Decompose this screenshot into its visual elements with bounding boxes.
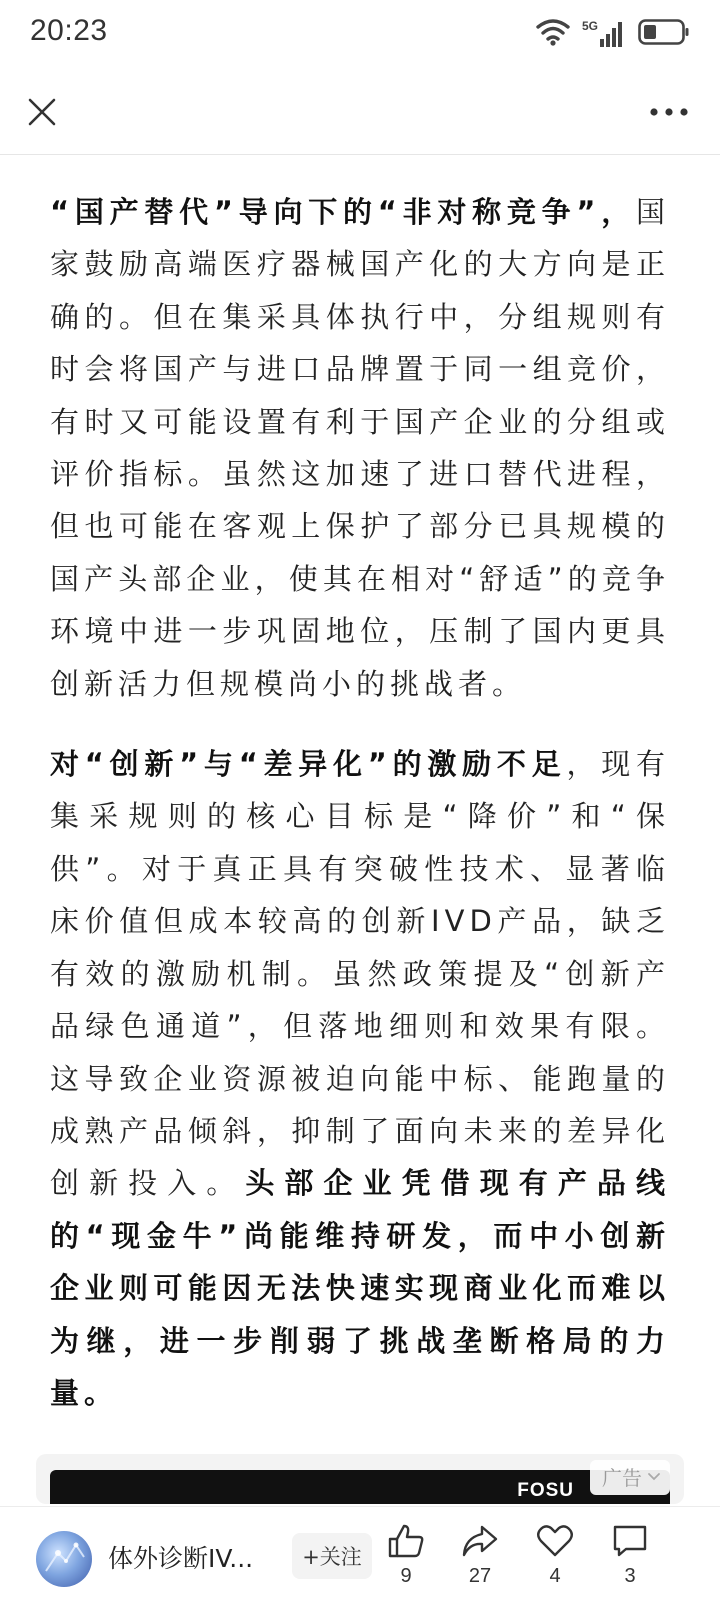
paragraph-heading: “国产替代”导向下的“非对称竞争”，: [50, 195, 636, 229]
article-paragraph: [50, 738, 670, 1419]
close-icon: [27, 97, 57, 127]
status-time: 20:23: [30, 14, 108, 47]
status-bar: [0, 0, 720, 70]
author-name[interactable]: 体外诊断IV...: [108, 1544, 254, 1573]
paragraph-heading: 对“创新”与“差异化”的激励不足: [50, 747, 567, 782]
article-paragraph: [50, 186, 670, 710]
ad-label-text: 广告: [602, 1466, 642, 1490]
favorite-button[interactable]: [525, 1523, 585, 1588]
cellular-signal-icon: [582, 19, 626, 49]
ad-label[interactable]: [590, 1460, 670, 1495]
comment-icon: [611, 1523, 649, 1559]
comment-button[interactable]: [600, 1523, 660, 1588]
network-type-label: 5G: [582, 19, 599, 33]
more-icon: [649, 107, 689, 117]
paragraph-emphasis: 头部企业凭借现有产品线的“现金牛”尚能维持研发，而中小创新企业则可能因无法快速实现商业化而难以为继，进一步削弱了挑战垄断格局的力量。: [50, 1166, 670, 1410]
ad-card[interactable]: [36, 1454, 684, 1504]
author-avatar[interactable]: [36, 1531, 92, 1587]
favorite-count: 4: [549, 1565, 561, 1587]
follow-button[interactable]: +关注: [292, 1533, 372, 1579]
wifi-icon: [536, 18, 570, 50]
close-button[interactable]: [18, 88, 66, 136]
paragraph-text: 国家鼓励高端医疗器械国产化的大方向是正确的。但在集采具体执行中，分组规则有时会将国产与进口品牌置于同一组竞价，有时又可能设置有利于国产企业的分组或评价指标。虽然这加速了进口替代进程，但也可能在客观上保护了部分已具规模的国产头部企业，使其在相对“舒适”的竞争环境中进一步巩固地位，压制了国内更具创新活力但规模尚小的挑战者。: [50, 195, 670, 701]
comment-count: 3: [624, 1565, 636, 1587]
like-count: 9: [400, 1565, 412, 1587]
bottom-action-bar: [0, 1506, 720, 1613]
battery-icon: [638, 19, 690, 49]
thumbs-up-icon: [387, 1523, 425, 1559]
more-button[interactable]: [644, 88, 694, 136]
share-button[interactable]: [450, 1523, 510, 1588]
ad-brand-text: FOSU: [517, 1480, 574, 1501]
like-button[interactable]: [376, 1523, 436, 1588]
paragraph-text: ，现有集采规则的核心目标是“降价”和“保供”。对于真正具有突破性技术、显著临床价值但成本较高的创新IVD产品，缺乏有效的激励机制。虽然政策提及“创新产品绿色通道”，但落地细则和效果有限。这导致企业资源被迫向能中标、能跑量的成熟产品倾斜，抑制了面向未来的差异化创新投入。: [50, 747, 670, 1201]
status-icons: [536, 18, 690, 50]
share-count: 27: [468, 1565, 492, 1587]
share-icon: [461, 1523, 499, 1559]
chevron-down-icon: [646, 1471, 662, 1483]
article-body: [50, 186, 670, 1447]
nav-bar: [0, 70, 720, 155]
heart-icon: [536, 1523, 574, 1559]
ad-image[interactable]: [50, 1470, 670, 1504]
